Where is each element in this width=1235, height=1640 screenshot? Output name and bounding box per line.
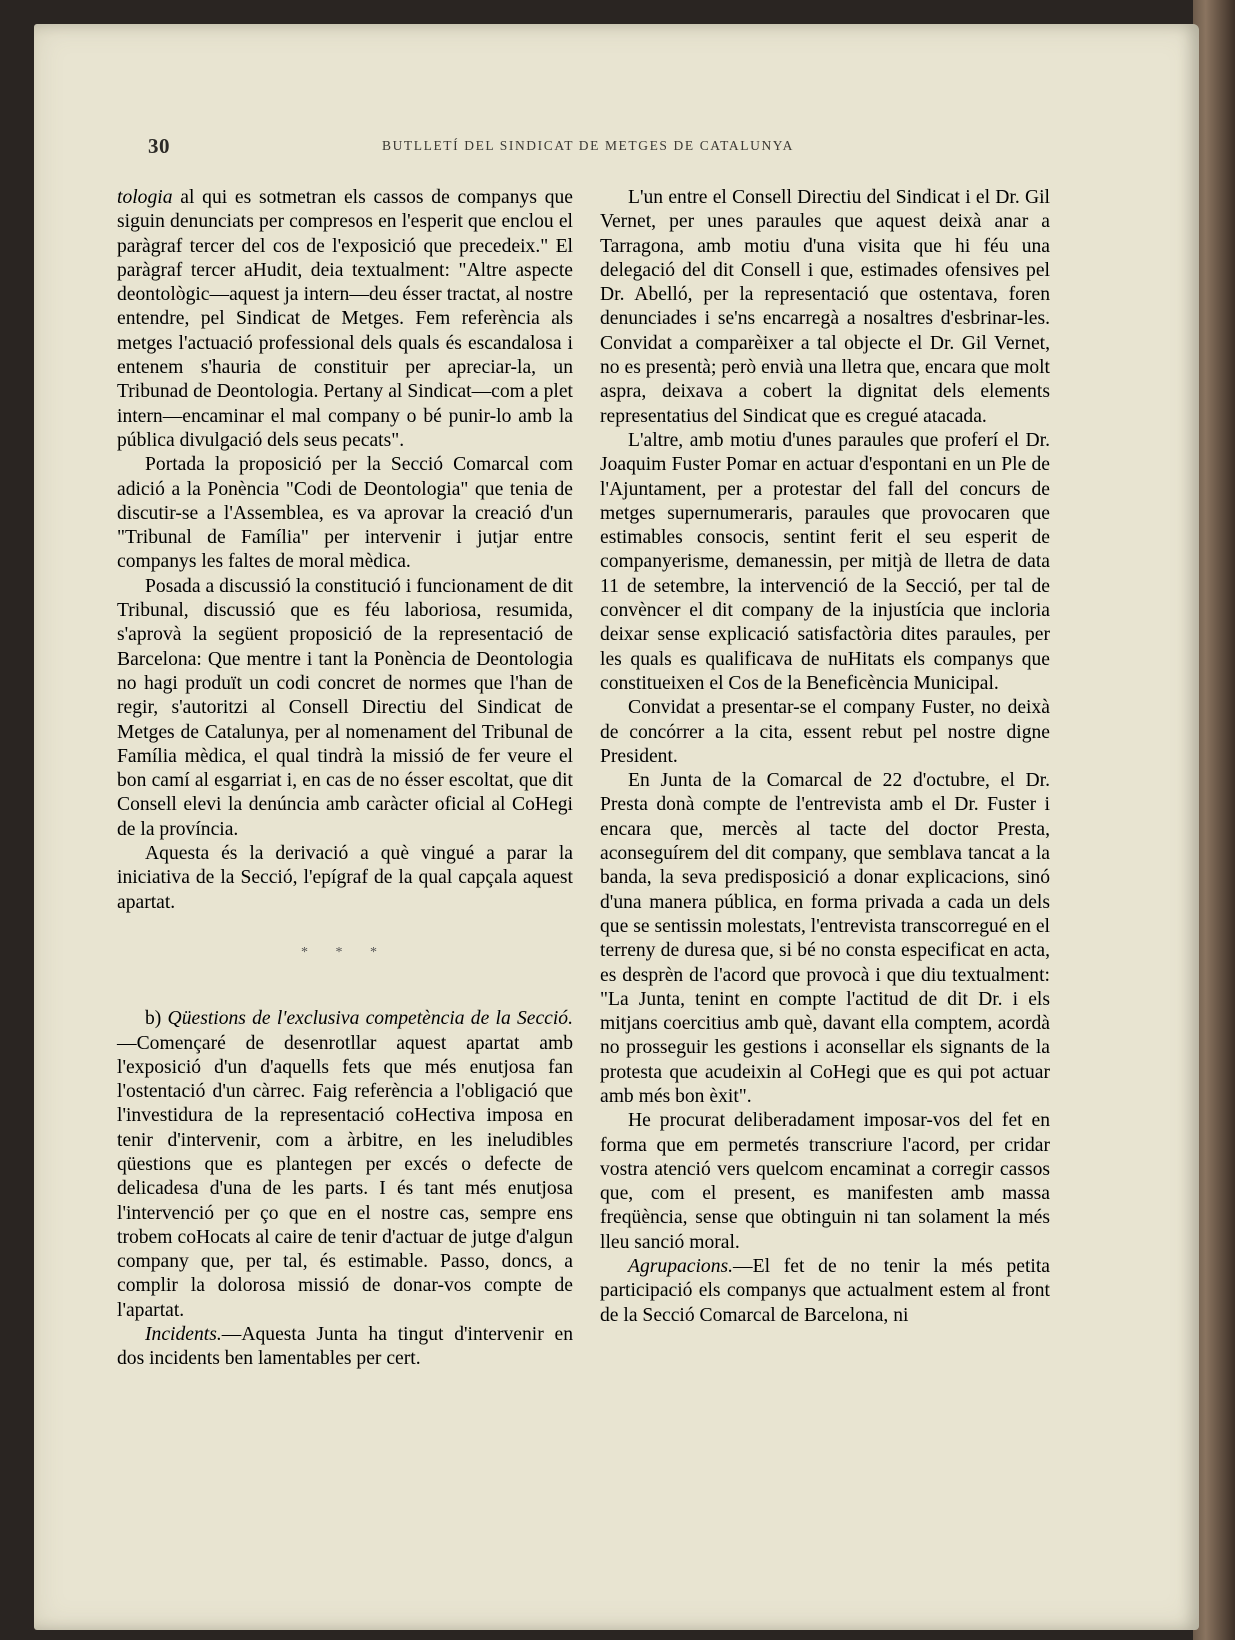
book-binding-edge xyxy=(1193,0,1235,1640)
paragraph xyxy=(117,186,573,453)
paragraph-text: —El fet de no tenir la més petita participació els companys que actualment estem al front de la Secció Comarcal de Barcelona, ni xyxy=(600,1256,1050,1326)
paragraph: Posada a discussió la constitució i funcionament de dit Tribunal, discussió que es féu laboriosa, resumida, s'aprovà la següent proposició de la representació de Barcelona: Que mentre i tant la Ponència de Deontologia no hagi produït un codi concret de normes que l'han de regir, s'autoritzi al Consell Directiu del Sindicat de Metges de Catalunya, per al nomenament del Tribunal de Família mèdica, el qual tindrà la missió de fer veure el bon camí al esgarriat i, en cas de no ésser escoltat, que dit Consell elevi la denúncia amb caràcter oficial al CoHegi de la província. xyxy=(117,575,573,840)
section-heading-italic: Agrupacions. xyxy=(628,1256,734,1278)
paragraph: He procurat deliberadament imposar-vos del fet en forma que em permetés transcriure l'acord, per cridar vostra atenció vers quelcom encaminat a corregir cassos que, com el present, es manifesten amb massa freqüència, sense que obtinguin ni tan solament la més lleu sanció moral. xyxy=(600,1110,1050,1253)
section-divider: * * * xyxy=(301,944,389,960)
section-label: b) xyxy=(145,1008,168,1030)
italic-text: tologia xyxy=(117,187,173,208)
paragraph: Aquesta és la derivació a què vingué a parar la iniciativa de la Secció, l'epígraf de la qual capçala aquest apartat. xyxy=(117,843,573,913)
paragraph: Convidat a presentar-se el company Fuster, no deixà de concórrer a la cita, essent rebut pel nostre digne President. xyxy=(600,697,1050,767)
paragraph-text: —Aquesta Junta ha tingut d'intervenir en dos incidents ben lamentables per cert. xyxy=(117,1324,573,1370)
paragraph xyxy=(117,1007,573,1323)
paragraph: L'altre, amb motiu d'unes paraules que proferí el Dr. Joaquim Fuster Pomar en actuar d'espontani en un Ple de l'Ajuntament, per a protestar del fall del concurs de metges supernumeraris, paraules que provocaren que estimables consocis, sentint ferit el seu esperit de companyerisme, demanessin, per mitjà de lletra de data 11 de setembre, la intervenció de la Secció, per tal de convèncer el dit company de la injustícia que incloria deixar sense explicació satisfactòria dites paraules, per les quals es qualificava de nuHitats els companys que constitueixen el Cos de la Beneficència Municipal. xyxy=(600,429,1050,694)
paragraph: Portada la proposició per la Secció Comarcal com adició a la Ponència "Codi de Deontologia" que tenia de discutir-se a l'Assemblea, es va aprovar la creació d'un "Tribunal de Família" per intervenir i jutjar entre companys les faltes de moral mèdica. xyxy=(117,454,573,573)
right-column xyxy=(600,186,1050,1328)
page-header xyxy=(148,134,1138,164)
paragraph xyxy=(117,1323,573,1372)
paragraph: En Junta de la Comarcal de 22 d'octubre, el Dr. Presta donà compte de l'entrevista amb el Dr. Fuster i encara que, mercès al tacte del doctor Presta, aconseguírem del dit company, que semblava tancat a la banda, la seva predisposició a donar explicacions, sinó d'una manera pública, en forma privada a cada un dels que se sentissin molestats, l'entrevista transcorregué en el terreny de duresa que, si bé no consta especificat en acta, es desprèn de l'acord que provocà i que diu textualment: "La Junta, tenint en compte l'actitud de dit Dr. i els mitjans coercitius amb què, davant ella comptem, acordà no prosseguir les gestions i aconsellar els signants de la protesta que acudeixin al CoHegi que es qui pot actuar amb més bon èxit". xyxy=(600,770,1050,1107)
left-column xyxy=(117,186,573,1372)
section-heading-italic: Incidents. xyxy=(145,1324,222,1346)
running-title: BUTLLETÍ DEL SINDICAT DE METGES DE CATALUNYA xyxy=(381,138,795,153)
paragraph-text: —Començaré de desenrotllar aquest apartat amb l'exposició d'un d'aquells fets que més enutjosa fan l'ostentació d'un càrrec. Faig referència a l'obligació que l'investidura de la representació coHectiva imposa en tenir d'intervenir, com a àrbitre, en les ineludibles qüestions que es plantegen per excés o defecte de delicadesa d'una de les parts. I és tant més enutjosa l'intervenció per ço que en el nostre cas, sempre ens trobem coHocats al caire de tenir d'actuar de jutge d'algun company que, per tal, és estimable. Passo, doncs, a complir la dolorosa missió de donar-vos compte de l'apartat. xyxy=(117,1032,573,1321)
paragraph: L'un entre el Consell Directiu del Sindicat i el Dr. Gil Vernet, per unes paraules que aquest deixà anar a Tarragona, amb motiu d'una visita que hi féu una delegació del dit Consell i que, estimades ofensives pel Dr. Abelló, per la representació que ostentava, foren denunciades i se'ns encarregà a nosaltres d'esbrinar-les. Convidat a comparèixer a tal objecte el Dr. Gil Vernet, no es presentà; però envià una lletra que, encara que molt aspra, deixava a cobert la dignitat dels elements representatius del Sindicat que es cregué atacada. xyxy=(600,187,1050,427)
section-heading-italic: Qüestions de l'exclusiva competència de la Secció. xyxy=(167,1008,573,1030)
paragraph xyxy=(600,1255,1050,1328)
page-number: 30 xyxy=(148,134,170,158)
paragraph-text: al qui es sotmetran els cassos de companys que siguin denunciats per compresos en l'esperit que enclou el paràgraf tercer del cos de l'exposició que precedeix." El paràgraf tercer aHudit, deia textualment: "Altre aspecte deontològic—aquest ja intern—deu ésser tractat, al nostre entendre, pel Sindicat de Metges. Fem referència als metges l'actuació professional dels quals és escandalosa i entenem s'hauria de constituir per apreciar-la, un Tribunad de Deontologia. Pertany al Sindicat—com a plet intern—encaminar el mal company o bé punir-lo amb la pública divulgació dels seus pecats". xyxy=(117,187,573,451)
